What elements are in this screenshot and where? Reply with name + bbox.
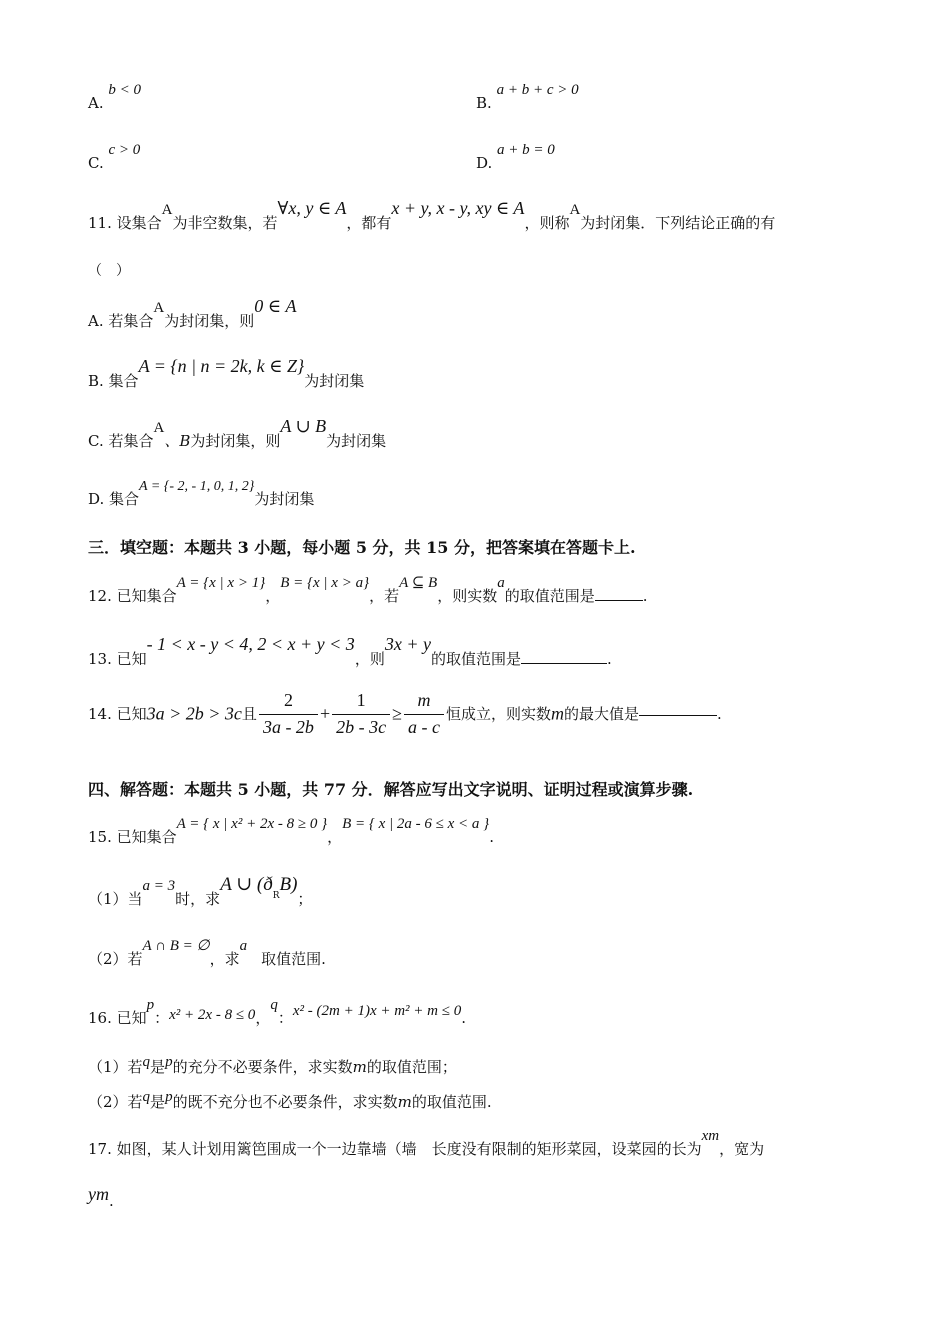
math-var: m <box>397 1093 412 1111</box>
math-var: A <box>161 202 173 218</box>
math-expr: x² + 2x - 8 ≤ 0 <box>169 1007 256 1023</box>
option-text: 、B <box>164 432 191 450</box>
stem-text: 是 <box>150 1058 166 1076</box>
stem-text: ，求 <box>209 950 240 968</box>
stem-text: . <box>642 587 648 605</box>
math-expr: x + y, x - y, xy ∈ A <box>391 198 525 218</box>
option-text: C. 若集合 <box>88 432 154 450</box>
math-expr: A = {n | n = 2k, k ∈ Z} <box>138 356 305 376</box>
stem-text: 的充分不必要条件，求实数 <box>172 1058 353 1076</box>
q11-option-b <box>88 356 365 392</box>
q10-option-b <box>476 80 579 112</box>
q17-stem <box>88 1128 765 1159</box>
stem-text: 的取值范围是 <box>430 650 521 668</box>
math-expr: a + b = 0 <box>497 142 555 158</box>
stem-text: 恒成立，则实数 <box>445 705 551 724</box>
denominator: 2b - 3c <box>336 716 387 737</box>
option-text: A. 若集合 <box>88 312 154 330</box>
stem-text: ，宽为 <box>719 1140 765 1158</box>
option-text: 为封闭集 <box>326 432 387 450</box>
q12 <box>88 575 648 606</box>
numerator: 2 <box>259 690 318 715</box>
math-expr: c > 0 <box>108 142 141 158</box>
q14 <box>88 690 722 738</box>
stem-text: （1）若 <box>88 1058 143 1076</box>
math-expr: 0 ∈ A <box>254 296 297 316</box>
q15-part1 <box>88 874 313 911</box>
math-var: A <box>153 420 165 436</box>
stem-text: ，若 <box>369 587 400 605</box>
stem-text: ， <box>265 587 281 605</box>
q16-part2 <box>88 1089 492 1112</box>
math-expr: ∀x, y ∈ A <box>277 198 347 218</box>
stem-text: 的取值范围； <box>366 1058 457 1076</box>
answer-blank[interactable] <box>595 598 643 601</box>
math-expr: - 1 < x - y < 4, 2 < x + y < 3 <box>146 634 355 654</box>
stem-text: 13. 已知 <box>88 650 147 668</box>
math-var: A <box>569 202 581 218</box>
math-subscript: R <box>272 891 280 901</box>
math-var: m <box>352 1058 367 1076</box>
answer-blank[interactable] <box>521 661 607 664</box>
math-expr: 3a > 2b > 3c <box>146 703 242 724</box>
q15-stem <box>88 816 494 847</box>
math-var: q <box>142 1089 151 1105</box>
option-text: 为封闭集 <box>254 490 315 508</box>
option-label: D. <box>476 154 493 172</box>
math-expr: A ∪ B <box>280 416 327 436</box>
fraction <box>332 690 390 738</box>
math-var: p <box>146 997 155 1013</box>
denominator: a - c <box>407 716 440 737</box>
math-op: + <box>319 703 331 724</box>
stem-text: （2）若 <box>88 950 143 968</box>
stem-text: ； <box>297 890 313 908</box>
math-var: a <box>497 575 505 591</box>
option-text: 为封闭集 <box>304 372 365 390</box>
q16-part1 <box>88 1054 457 1077</box>
q17-stem-cont <box>88 1184 114 1210</box>
stem-text: （2）若 <box>88 1093 143 1111</box>
fraction <box>259 690 318 738</box>
stem-text: . <box>716 705 722 724</box>
option-label: A. <box>88 94 104 112</box>
math-expr: B = {x | x > a} <box>280 575 370 591</box>
q10-option-a <box>88 80 142 112</box>
stem-text: 的取值范围. <box>411 1093 492 1111</box>
stem-text: 时，求 <box>175 890 221 908</box>
question-number: 11. 设集合 <box>88 214 162 232</box>
stem-text: ，则称 <box>524 214 570 232</box>
q10-option-d <box>476 140 555 172</box>
math-expr: x² - (2m + 1)x + m² + m ≤ 0 <box>292 1003 462 1019</box>
math-op: ≥ <box>392 703 402 724</box>
stem-text: 为非空数集，若 <box>172 214 278 232</box>
stem-text: ，则实数 <box>437 587 498 605</box>
stem-text: 的最大值是 <box>563 705 639 724</box>
stem-text: 15. 已知集合 <box>88 828 177 846</box>
stem-text: . <box>461 1009 467 1027</box>
math-expr: A ∪ (ð <box>220 874 273 895</box>
math-expr: A ∩ B = ∅ <box>142 938 210 954</box>
stem-text: 的既不充分也不必要条件，求实数 <box>172 1093 398 1111</box>
stem-text: 取值范围. <box>261 950 326 968</box>
math-var: a <box>239 938 248 954</box>
math-expr: A = {x | x > 1} <box>176 575 266 591</box>
q11-stem <box>88 198 776 234</box>
answer-blank[interactable] <box>639 713 717 716</box>
q11-option-a <box>88 296 297 332</box>
option-text: B. 集合 <box>88 372 139 390</box>
stem-text: 17. 如图，某人计划用篱笆围成一个一边靠墙（墙 长度没有限制的矩形菜园，设菜园的长为 <box>88 1140 702 1158</box>
math-var: q <box>142 1054 151 1070</box>
stem-text: ， <box>255 1009 271 1027</box>
stem-text: 是 <box>150 1093 166 1111</box>
option-text: D. 集合 <box>88 490 140 508</box>
math-expr: xm <box>701 1128 720 1144</box>
stem-text: 16. 已知 <box>88 1009 147 1027</box>
stem-text: 为封闭集．下列结论正确的有 <box>580 214 776 232</box>
q15-part2 <box>88 938 326 969</box>
numerator: m <box>404 690 444 715</box>
section-heading: 四、解答题：本题共 5 小题，共 77 分．解答应写出文字说明、证明过程或演算步骤. <box>88 780 694 799</box>
denominator: 3a - 2b <box>262 716 314 737</box>
math-var: A <box>153 300 165 316</box>
math-expr: 3x + y <box>384 634 431 654</box>
math-var: q <box>270 997 278 1013</box>
math-expr: b < 0 <box>108 82 142 98</box>
stem-text: 的取值范围是 <box>504 587 595 605</box>
math-expr: ym <box>88 1184 109 1204</box>
option-text: 为封闭集，则 <box>164 312 255 330</box>
stem-text: ，则 <box>354 650 385 668</box>
stem-text: . <box>489 828 494 846</box>
math-var: p <box>165 1054 173 1070</box>
q11-option-d <box>88 479 315 510</box>
math-expr: B = { x | 2a - 6 ≤ x < a } <box>342 816 490 832</box>
stem-text: . <box>109 1192 114 1210</box>
option-label: B. <box>476 94 492 112</box>
stem-text: 12. 已知集合 <box>88 587 177 605</box>
math-var: m <box>550 703 564 724</box>
stem-text: ， <box>327 828 343 846</box>
q13 <box>88 634 612 670</box>
stem-text: 14. 已知 <box>88 705 147 724</box>
math-expr: A ⊆ B <box>399 575 438 591</box>
q10-option-c <box>88 140 141 172</box>
stem-text: ，都有 <box>346 214 392 232</box>
stem-text: （1）当 <box>88 890 143 908</box>
section-heading: 三．填空题：本题共 3 小题，每小题 5 分，共 15 分，把答案填在答题卡上. <box>88 538 636 557</box>
fraction <box>404 690 444 738</box>
q16-stem <box>88 997 467 1028</box>
math-expr: B) <box>279 874 298 895</box>
stem-text: . <box>606 650 612 668</box>
math-expr: a = 3 <box>142 878 176 894</box>
math-var: p <box>165 1089 173 1105</box>
math-expr: A = { x | x² + 2x - 8 ≥ 0 } <box>176 816 328 832</box>
option-label: C. <box>88 154 104 172</box>
option-text: 为封闭集，则 <box>190 432 281 450</box>
stem-text: ： <box>154 1009 170 1027</box>
q11-option-c <box>88 416 387 452</box>
stem-text: ： <box>277 1009 293 1027</box>
math-expr: A = {- 2, - 1, 0, 1, 2} <box>139 479 255 494</box>
stem-text: 且 <box>241 705 257 724</box>
numerator: 1 <box>332 690 390 715</box>
answer-parentheses: （ ） <box>88 263 130 279</box>
math-expr: a + b + c > 0 <box>496 82 579 98</box>
